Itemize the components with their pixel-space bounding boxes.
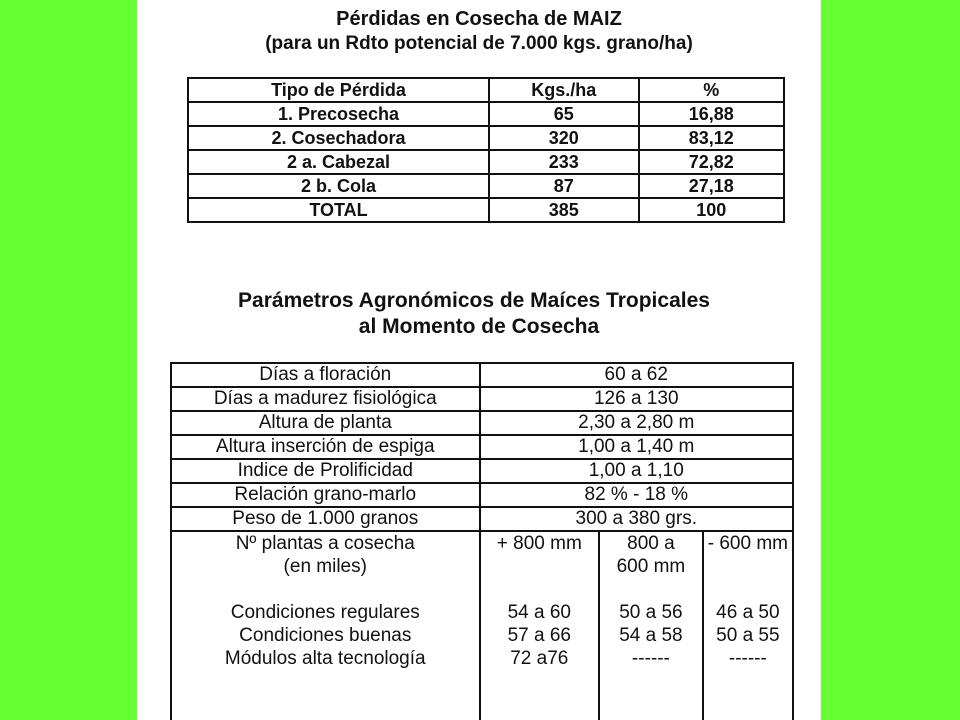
col2-header: 600 mm — [616, 556, 686, 577]
params-title-line2: al Momento de Cosecha — [358, 315, 600, 338]
col3-header: - 600 mm — [707, 533, 788, 554]
condition-value: 57 a 66 — [507, 625, 571, 646]
header-cell: Tipo de Pérdida — [188, 78, 489, 102]
header-cell: % — [639, 78, 784, 102]
table-row — [188, 198, 784, 222]
table-cell: 320 — [489, 126, 639, 150]
params-table — [170, 362, 794, 720]
loss-table-title: Pérdidas en Cosecha de MAIZ — [336, 8, 622, 30]
table-cell: 385 — [489, 198, 639, 222]
plants-row — [171, 531, 793, 720]
table-row — [171, 387, 793, 411]
table-row — [188, 150, 784, 174]
plants-label-cell — [171, 531, 480, 720]
param-value: 126 a 130 — [480, 387, 794, 411]
table-cell: 16,88 — [639, 102, 784, 126]
loss-table — [187, 77, 785, 223]
table-row — [171, 459, 793, 483]
table-row — [171, 507, 793, 531]
params-title-line1: Parámetros Agronómicos de Maíces Tropicales — [238, 289, 710, 312]
condition-value: 50 a 56 — [619, 602, 683, 623]
param-label: Peso de 1.000 granos — [171, 507, 480, 531]
table-cell: 2. Cosechadora — [188, 126, 489, 150]
table-cell: 87 — [489, 174, 639, 198]
plants-col2-cell — [599, 531, 703, 720]
col2-header: 800 a — [627, 533, 675, 554]
table-cell: 2 b. Cola — [188, 174, 489, 198]
table-cell: 100 — [639, 198, 784, 222]
table-cell: 27,18 — [639, 174, 784, 198]
condition-value: 50 a 55 — [716, 625, 780, 646]
table-row — [171, 411, 793, 435]
table-cell: 2 a. Cabezal — [188, 150, 489, 174]
param-label: Altura de planta — [171, 411, 480, 435]
condition-value: ------ — [728, 648, 767, 669]
condition-label: Módulos alta tecnología — [224, 648, 426, 669]
col1-header: + 800 mm — [496, 533, 582, 554]
plants-col3-cell — [703, 531, 793, 720]
table-cell: 1. Precosecha — [188, 102, 489, 126]
table-row — [171, 363, 793, 387]
condition-label: Condiciones buenas — [239, 625, 412, 646]
param-label: Relación grano-marlo — [171, 483, 480, 507]
table-header-row — [188, 78, 784, 102]
table-cell: 83,12 — [639, 126, 784, 150]
param-label: Días a madurez fisiológica — [171, 387, 480, 411]
table-row — [188, 102, 784, 126]
param-label: Altura inserción de espiga — [171, 435, 480, 459]
plants-col1-cell — [480, 531, 600, 720]
param-value: 2,30 a 2,80 m — [480, 411, 794, 435]
plants-label: Nº plantas a cosecha — [235, 533, 415, 554]
param-label: Días a floración — [171, 363, 480, 387]
condition-label: Condiciones regulares — [230, 602, 420, 623]
param-value: 82 % - 18 % — [480, 483, 794, 507]
table-cell: TOTAL — [188, 198, 489, 222]
table-row — [188, 126, 784, 150]
table-cell: 65 — [489, 102, 639, 126]
param-value: 1,00 a 1,10 — [480, 459, 794, 483]
condition-value: ------ — [631, 648, 670, 669]
loss-table-subtitle: (para un Rdto potencial de 7.000 kgs. grano/ha) — [265, 33, 693, 54]
table-row — [171, 435, 793, 459]
document-page — [137, 0, 821, 720]
param-value: 60 a 62 — [480, 363, 794, 387]
table-row — [188, 174, 784, 198]
condition-value: 46 a 50 — [716, 602, 780, 623]
table-cell: 233 — [489, 150, 639, 174]
condition-value: 54 a 60 — [507, 602, 571, 623]
table-row — [171, 483, 793, 507]
condition-value: 72 a76 — [510, 648, 569, 669]
plants-units: (en miles) — [283, 556, 367, 577]
param-value: 300 a 380 grs. — [480, 507, 794, 531]
header-cell: Kgs./ha — [489, 78, 639, 102]
param-label: Indice de Prolificidad — [171, 459, 480, 483]
condition-value: 54 a 58 — [619, 625, 683, 646]
param-value: 1,00 a 1,40 m — [480, 435, 794, 459]
table-cell: 72,82 — [639, 150, 784, 174]
